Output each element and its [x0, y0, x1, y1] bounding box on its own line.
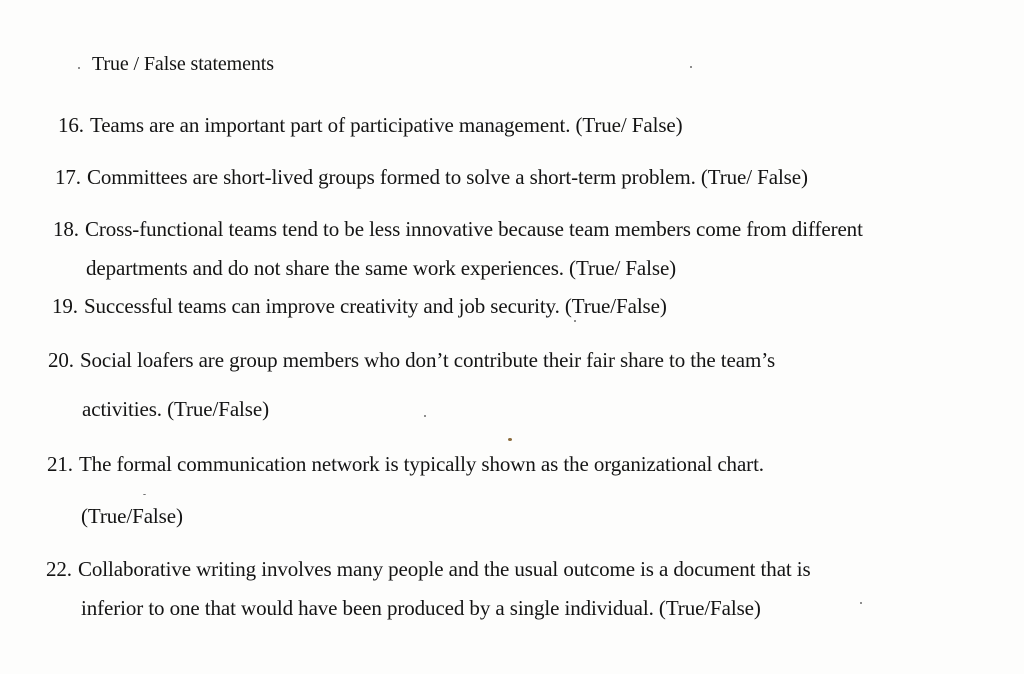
question-16 — [58, 112, 683, 138]
question-20 — [48, 347, 775, 373]
question-text: Successful teams can improve creativity and job security. (True/False) — [83, 294, 667, 318]
question-19 — [52, 293, 667, 319]
question-text: Collaborative writing involves many people and the usual outcome is a document that is — [77, 557, 811, 581]
question-text: Cross-functional teams tend to be less innovative because team members come from different — [84, 217, 863, 241]
question-21 — [47, 451, 764, 477]
question-20-continuation: activities. (True/False) — [82, 397, 269, 421]
question-number: 21. — [47, 452, 73, 476]
question-18-continuation: departments and do not share the same work experiences. (True/ False) — [86, 256, 677, 280]
question-21-continuation: (True/False) — [81, 504, 183, 528]
scan-speck — [143, 494, 146, 495]
question-18 — [53, 216, 863, 242]
question-number: 22. — [46, 557, 72, 581]
scan-speck — [860, 602, 862, 604]
question-22 — [46, 556, 811, 582]
question-number: 16. — [58, 113, 84, 137]
question-number: 17. — [55, 165, 81, 189]
question-text: Social loafers are group members who don’t contribute their fair share to the team’s — [79, 348, 776, 372]
question-17 — [55, 164, 808, 190]
question-22-continuation: inferior to one that would have been produced by a single individual. (True/False) — [81, 596, 761, 620]
section-heading: True / False statements — [92, 53, 274, 75]
scan-speck — [574, 320, 576, 322]
question-text: The formal communication network is typically shown as the organizational chart. — [78, 452, 764, 476]
question-number: 19. — [52, 294, 78, 318]
scan-speck — [508, 438, 512, 441]
scan-speck — [78, 67, 80, 69]
scan-speck — [424, 415, 426, 417]
scan-speck — [690, 66, 692, 68]
question-text: Teams are an important part of participative management. (True/ False) — [89, 113, 683, 137]
question-text: Committees are short-lived groups formed to solve a short-term problem. (True/ False) — [86, 165, 808, 189]
question-number: 18. — [53, 217, 79, 241]
question-number: 20. — [48, 348, 74, 372]
